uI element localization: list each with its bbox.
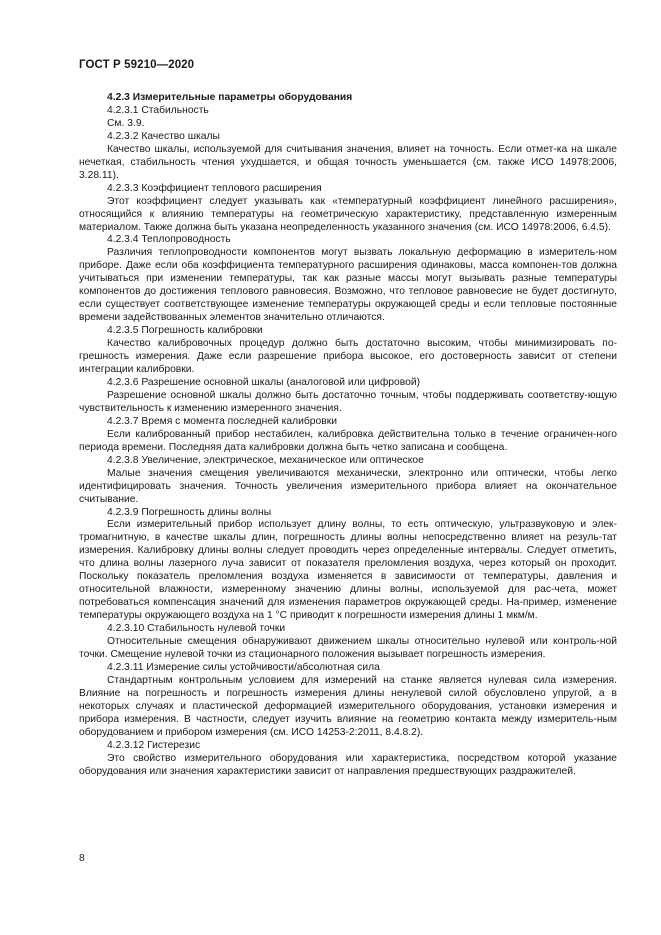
section-heading: 4.2.3.7 Время с момента последней калибровки bbox=[107, 415, 337, 427]
body-paragraph: Стандартным контрольным условием для измерений на станке является нулевая сила измерения. Влияние на погрешность и погрешность измерения длины ненулевой силой обусловлено упругой, а в некоторых случаях и пластической деформацией измерительного оборудования, установки измерения и прибора измерения. В частности, следует изучить влияние на геометрию контакта между измеритель-ным оборудованием и прибором измерения (см. ИСО 14253-2:2011, 8.4.8.2). bbox=[79, 674, 617, 738]
section-heading: 4.2.3.3 Коэффициент теплового расширения bbox=[107, 182, 322, 194]
document-body bbox=[79, 92, 617, 779]
section-heading: 4.2.3.5 Погрешность калибровки bbox=[107, 325, 263, 337]
body-paragraph: Качество шкалы, используемой для считывания значения, влияет на точность. Если отмет-ка на шкале нечеткая, стабильность чтения ухудшается, и общая точность уменьшается (см. также ИСО 14978:2006, 3.28.11). bbox=[79, 143, 617, 181]
section-heading: 4.2.3.4 Теплопроводность bbox=[107, 234, 231, 246]
section-heading: 4.2.3.1 Стабильность bbox=[107, 104, 209, 116]
body-paragraph: Это свойство измерительного оборудования или характеристика, посредством которой указание оборудования или значения характеристики зависит от направления предшествующих раздражителей. bbox=[79, 752, 617, 777]
section-heading: 4.2.3.10 Стабильность нулевой точки bbox=[107, 623, 286, 635]
section-heading: 4.2.3.12 Гистерезис bbox=[107, 739, 201, 751]
section-heading: 4.2.3.2 Качество шкалы bbox=[107, 130, 220, 142]
body-paragraph: См. 3.9. bbox=[107, 117, 145, 129]
body-paragraph: Относительные смещения обнаруживают движением шкалы относительно нулевой или контроль-ной точки. Смещение нулевой точки из стационарного положения вызывает погрешность измерения. bbox=[79, 636, 617, 660]
page-number: 8 bbox=[79, 853, 85, 864]
body-paragraph: Качество калибровочных процедур должно быть достаточно высоким, чтобы минимизировать по-грешность измерения. Даже если разрешение прибора высокое, его достоверность зависит от степени интеграции калибровки. bbox=[79, 338, 617, 376]
section-heading: 4.2.3 Измерительные параметры оборудования bbox=[107, 92, 353, 103]
body-paragraph: Если калиброванный прибор нестабилен, калибровка действительна только в течение ограничен-ного периода времени. Последняя дата калибровки должна быть четко записана и сообщена. bbox=[79, 428, 617, 453]
document-header: ГОСТ Р 59210—2020 bbox=[79, 59, 195, 71]
section-heading: 4.2.3.8 Увеличение, электрическое, механическое или оптическое bbox=[107, 454, 424, 466]
section-heading: 4.2.3.9 Погрешность длины волны bbox=[107, 506, 272, 518]
section-heading: 4.2.3.11 Измерение силы устойчивости/абсолютная сила bbox=[107, 661, 380, 673]
body-paragraph: Этот коэффициент следует указывать как «температурный коэффициент линейного расширения», относящийся к влиянию температуры на геометрическую характеристику, представленную измеренным материалом. Также должна быть указана неопределенность указанного значения (см. ИСО 14978:2006, 6.4.5). bbox=[79, 195, 617, 233]
body-paragraph: Если измерительный прибор использует длину волны, то есть оптическую, ультразвуковую и элек-тромагнитную, в качестве шкалы длин, погрешность длины волны непосредственно влияет на резуль-тат измерения. Калибровку длины волны следует проводить через определенные интервалы. Следует отметить, что длина волны лазерного луча зависит от показателя преломления воздуха, через который он проходит. Поскольку показатель преломления воздуха изменяется в зависимости от температуры, давления и относительной влажности, измеренному значению длины волны, используемой для рас-чета, может потребоваться компенсация значений для изменения параметров окружающей среды. На-пример, изменение температуры окружающего воздуха на 1 °С приводит к погрешности измерения длины 1 мкм/м. bbox=[79, 519, 617, 622]
body-paragraph: Малые значения смещения увеличиваются механически, электронно или оптически, чтобы легко идентифицировать значения. Точность увеличения измерительного прибора влияет на окончательное считывание. bbox=[79, 467, 617, 505]
section-heading: 4.2.3.6 Разрешение основной шкалы (аналоговой или цифровой) bbox=[107, 376, 421, 388]
body-paragraph: Разрешение основной шкалы должно быть достаточно точным, чтобы поддерживать соответству-ющую чувствительность к изменению измеренного значения. bbox=[79, 389, 617, 414]
body-paragraph: Различия теплопроводности компонентов могут вызвать локальную деформацию в измеритель-ном приборе. Даже если оба коэффициента температурного расширения одинаковы, масса компонен-тов должна учитываться при изменении температуры, так как разные массы могут вызывать разные температуры компонентов до достижения теплового равновесия. Возможно, что тепловое равновесие не будет достигнуто, если существует соответствующее изменение температуры окружающей среды и если тепловые постоянные времени задействованных элементов значительно отличаются. bbox=[79, 247, 617, 324]
